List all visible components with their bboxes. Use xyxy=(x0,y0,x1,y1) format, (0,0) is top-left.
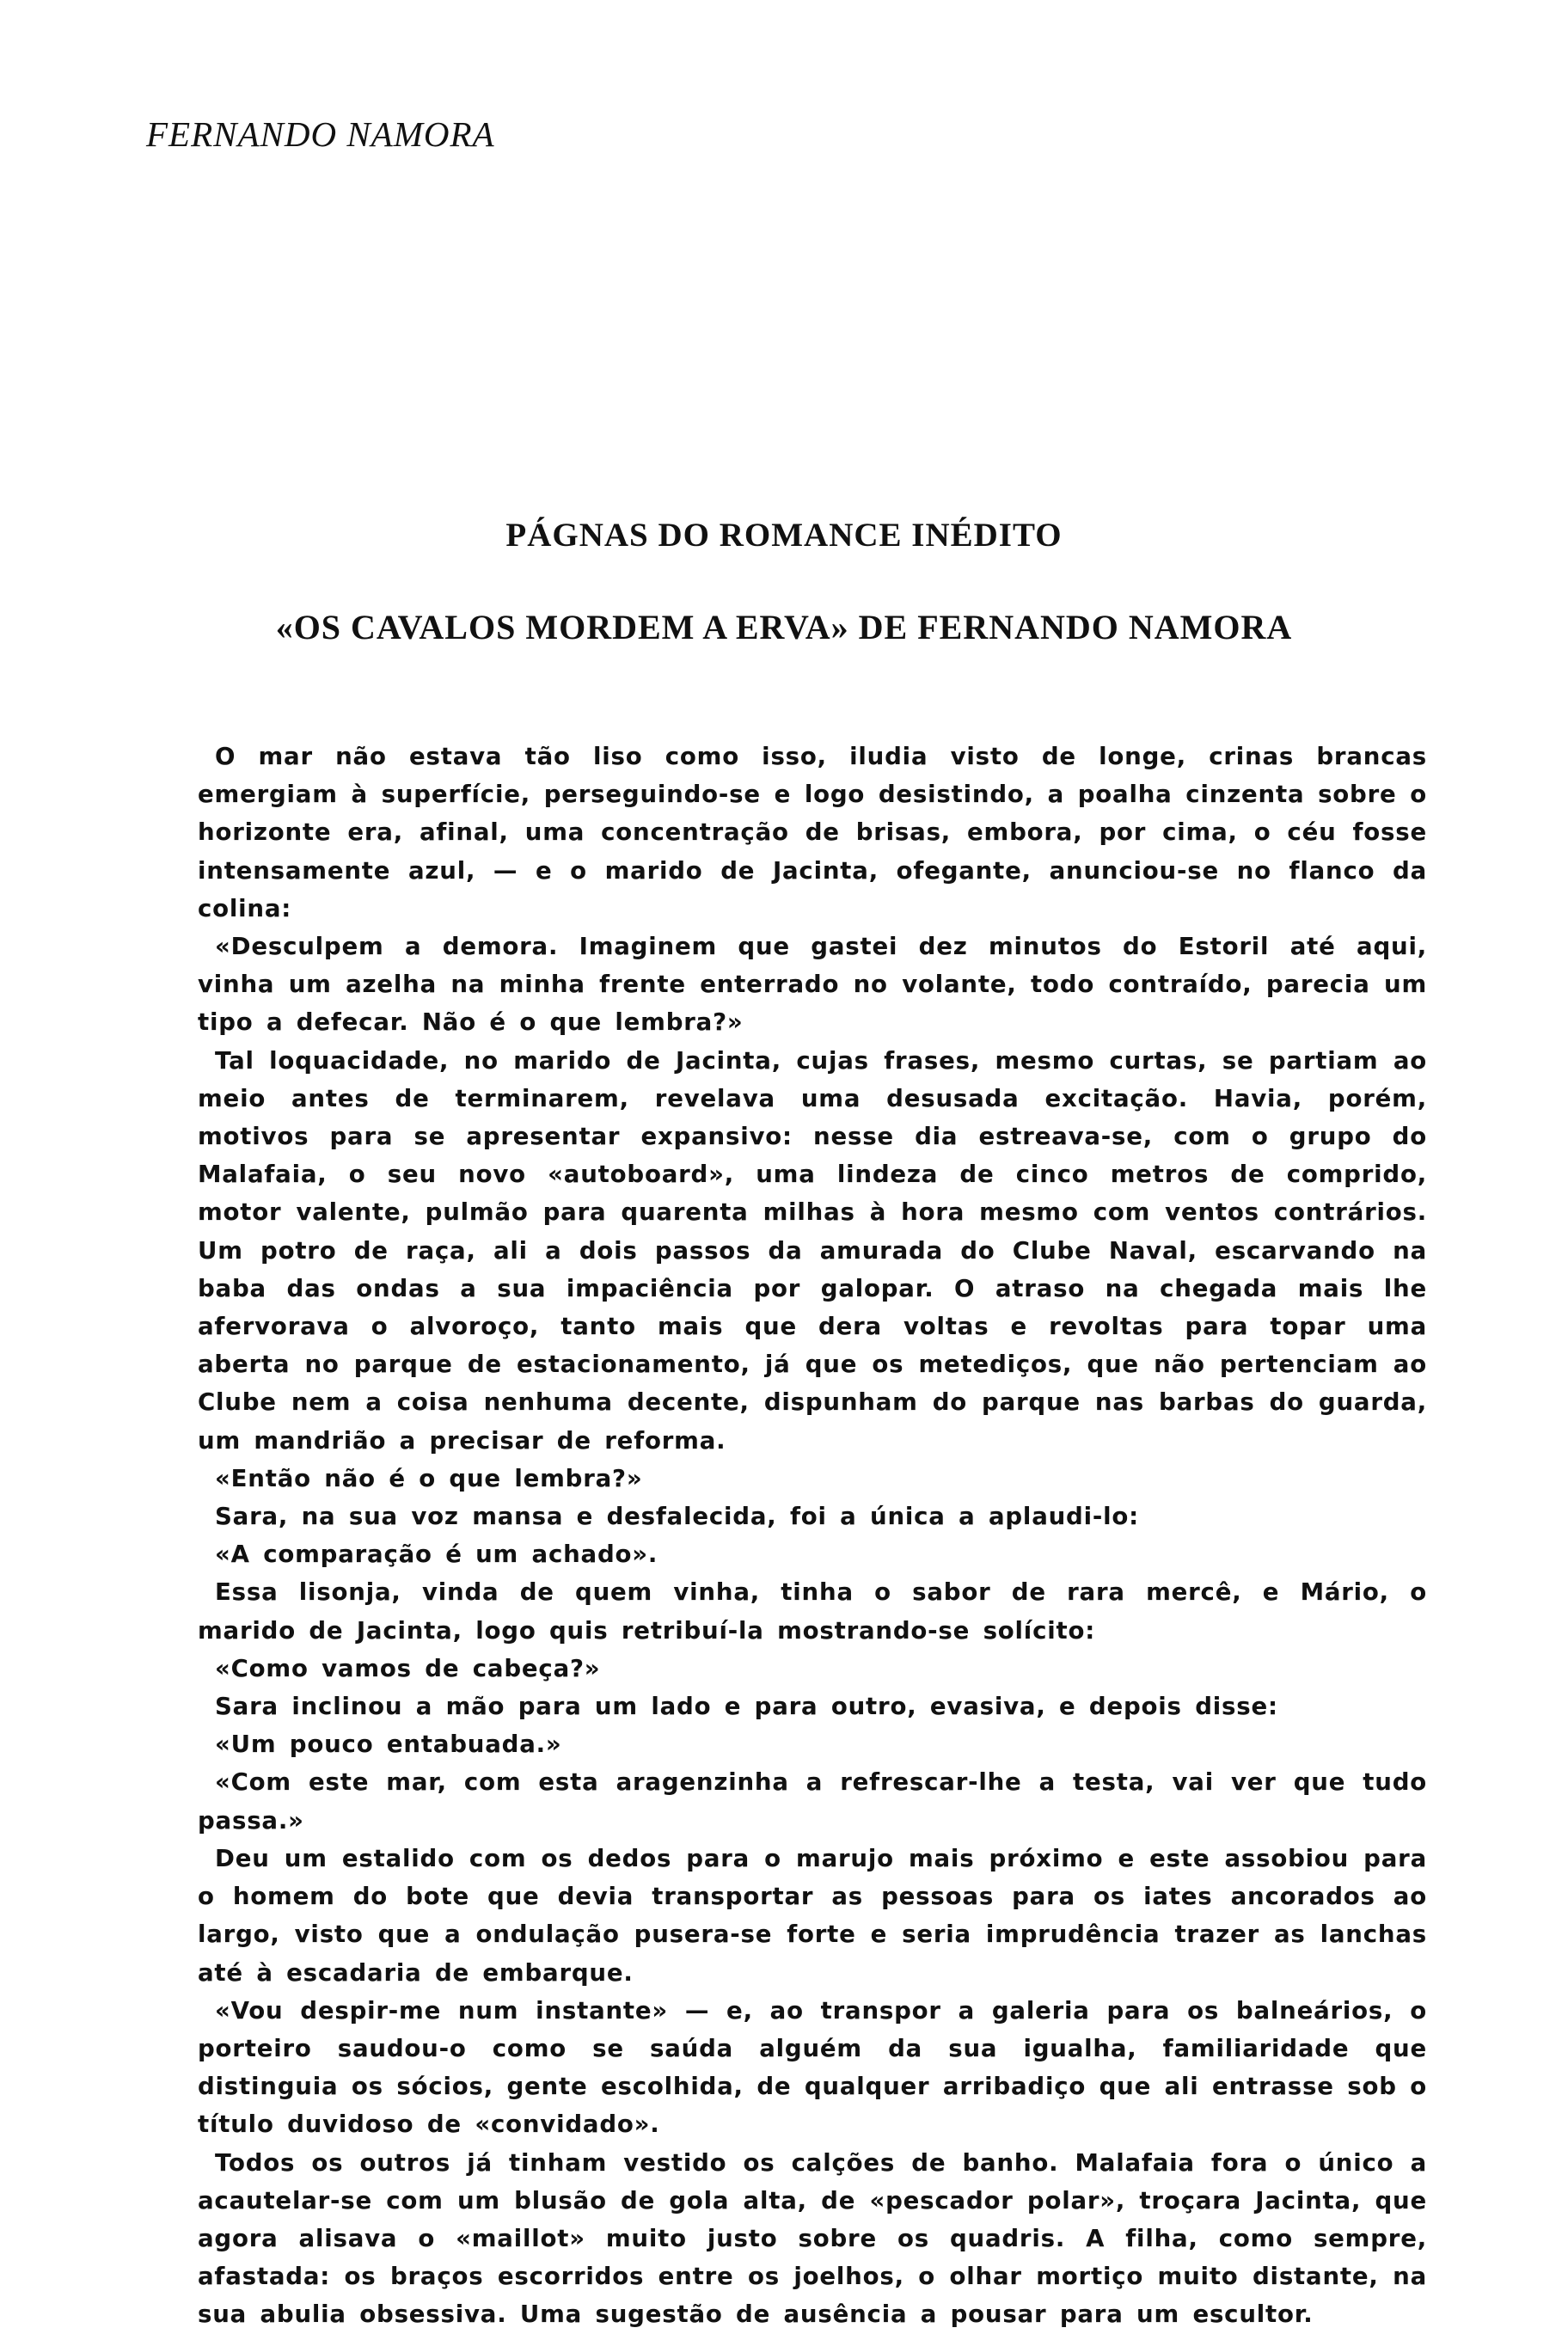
paragraph: «Vou despir-me num instante» — e, ao transpor a galeria para os balneários, o porteiro saudou-o como se saúda alguém da sua igualha, familiaridade que distinguia os sócios, gente escolhida, de qualquer arribadiço que ali entrasse sob o título duvidoso de «convidado». xyxy=(198,1995,1427,2139)
paragraph: «Desculpem a demora. Imaginem que gastei dez minutos do Estoril até aqui, vinha um azelha na minha frente enterrado no volante, todo contraído, parecia um tipo a defecar. Não é o que lembra?» xyxy=(198,932,1427,1037)
paragraph: Sara, na sua voz mansa e desfalecida, foi a única a aplaudi-lo: xyxy=(215,1502,1139,1531)
paragraph: Essa lisonja, vinda de quem vinha, tinha o sabor de rara mercê, e Mário, o marido de Jacinta, logo quis retribuí-la mostrando-se solícito: xyxy=(198,1577,1427,1645)
paragraph: «Como vamos de cabeça?» xyxy=(215,1653,601,1682)
paragraph: «A comparação é um achado». xyxy=(215,1540,658,1569)
paragraph: «Um pouco entabuada.» xyxy=(215,1730,562,1759)
body-text xyxy=(198,738,1427,2334)
paragraph: «Então não é o que lembra?» xyxy=(215,1463,643,1492)
paragraph: Tal loquacidade, no marido de Jacinta, cujas frases, mesmo curtas, se partiam ao meio antes de terminarem, revelava uma desusada excitação. Havia, porém, motivos para se apresentar expansivo: nesse dia estreava-se, com o grupo do Malafaia, o seu novo «autoboard», uma lindeza de cinco metros de comprido, motor valente, pulmão para quarenta milhas à hora mesmo com ventos contrários. Um potro de raça, ali a dois passos da amurada do Clube Naval, escarvando na baba das ondas a sua impaciência por galopar. O atraso na chegada mais lhe afervorava o alvoroço, tanto mais que dera voltas e revoltas para topar uma aberta no parque de estacionamento, já que os metediços, que não pertenciam ao Clube nem a coisa nenhuma decente, dispunham do parque nas barbas do guarda, um mandrião a precisar de reforma. xyxy=(198,1045,1427,1455)
paragraph: Deu um estalido com os dedos para o marujo mais próximo e este assobiou para o homem do bote que devia transportar as pessoas para os iates ancorados ao largo, visto que a ondulação pusera-se forte e seria imprudência trazer as lanchas até à escadaria de embarque. xyxy=(198,1843,1427,1987)
section-title: PÁGNAS DO ROMANCE INÉDITO xyxy=(505,517,1063,554)
paragraph: Sara inclinou a mão para um lado e para outro, evasiva, e depois disse: xyxy=(215,1692,1278,1721)
paragraph: «Com este mar, com esta aragenzinha a refrescar-lhe a testa, vai ver que tudo passa.» xyxy=(198,1767,1427,1835)
paragraph: Todos os outros já tinham vestido os calções de banho. Malafaia fora o único a acautelar-se com um blusão de gola alta, de «pescador polar», troçara Jacinta, que agora alisava o «maillot» muito justo sobre os quadris. A filha, como sempre, afastada: os braços escorridos entre os joelhos, o olhar mortiço muito distante, na sua abulia obsessiva. Uma sugestão de ausência a pousar para um escultor. xyxy=(198,2147,1427,2329)
running-head-author: FERNANDO NAMORA xyxy=(146,114,495,154)
paragraph: O mar não estava tão liso como isso, iludia visto de longe, crinas brancas emergiam à superfície, perseguindo-se e logo desistindo, a poalha cinzenta sobre o horizonte era, afinal, uma concentração de brisas, embora, por cima, o céu fosse intensamente azul, — e o marido de Jacinta, ofegante, anunciou-se no flanco da colina: xyxy=(198,742,1427,922)
novel-title: «OS CAVALOS MORDEM A ERVA» DE FERNANDO NAMORA xyxy=(275,608,1293,646)
